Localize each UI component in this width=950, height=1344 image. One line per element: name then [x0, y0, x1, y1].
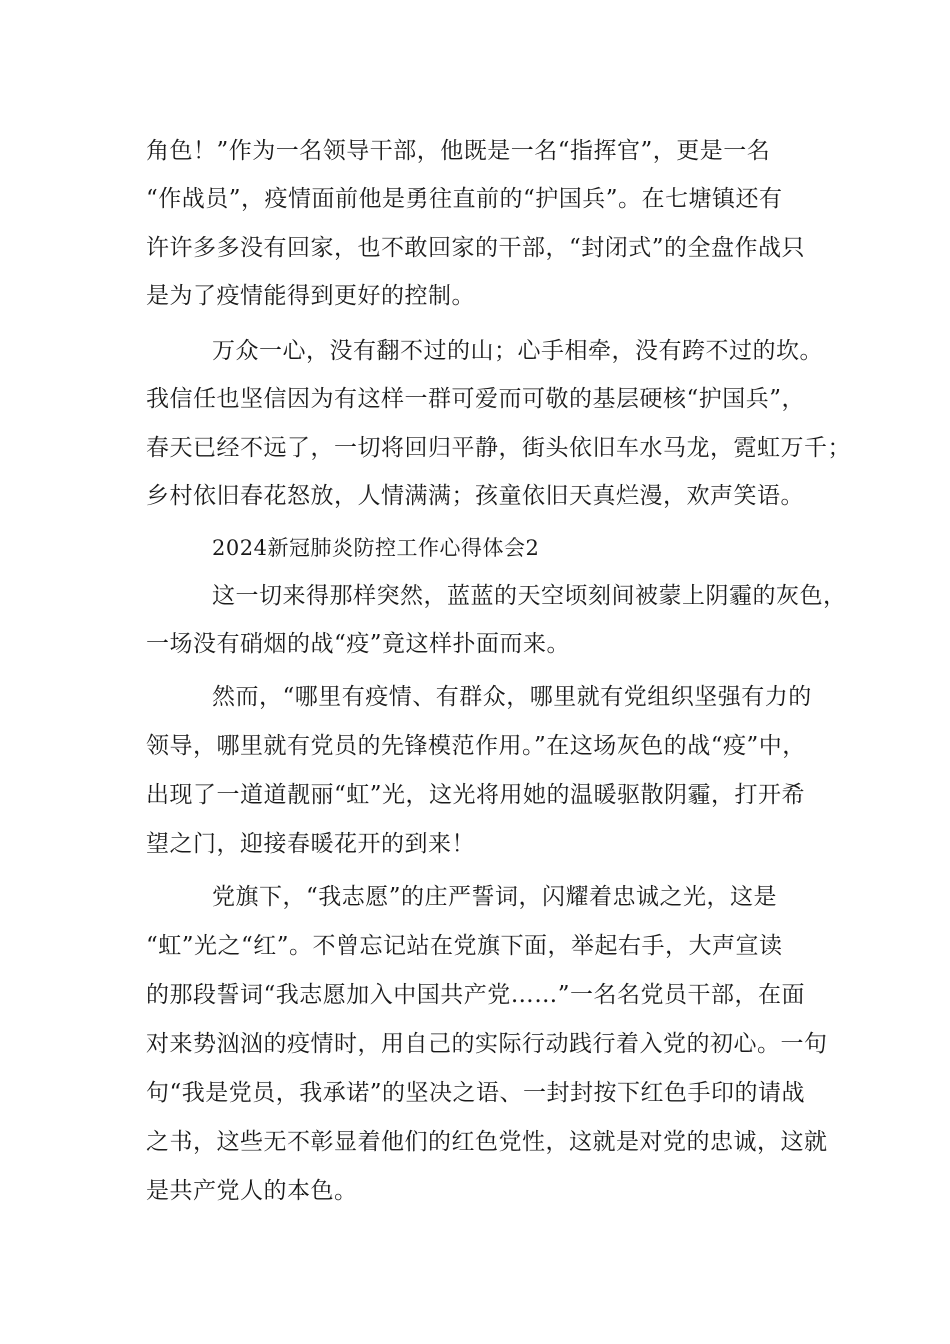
- paragraph-line: 出现了一道道靓丽“虹”光，这光将用她的温暖驱散阴霾，打开希: [146, 782, 806, 808]
- paragraph-line: 领导，哪里就有党员的先锋模范作用。”在这场灰色的战“疫”中，: [146, 733, 806, 759]
- paragraph-line: 之书，这些无不彰显着他们的红色党性，这就是对党的忠诚，这就: [146, 1129, 828, 1155]
- paragraph-line: 我信任也坚信因为有这样一群可爱而可敬的基层硬核“护国兵”，: [146, 386, 806, 412]
- paragraph-line: 乡村依旧春花怒放，人情满满；孩童依旧天真烂漫，欢声笑语。: [146, 483, 804, 509]
- paragraph-line: 对来势汹汹的疫情时，用自己的实际行动践行着入党的初心。一句: [146, 1031, 828, 1057]
- paragraph-line: 一场没有硝烟的战“疫”竟这样扑面而来。: [146, 631, 571, 657]
- paragraph-line: 党旗下，“我志愿”的庄严誓词，闪耀着忠诚之光，这是: [212, 884, 778, 910]
- paragraph-line: 是共产党人的本色。: [146, 1178, 358, 1204]
- paragraph-line: 这一切来得那样突然，蓝蓝的天空顷刻间被蒙上阴霾的灰色，: [212, 583, 847, 609]
- paragraph-line: 春天已经不远了，一切将回归平静，街头依旧车水马龙，霓虹万千；: [146, 435, 851, 461]
- paragraph-line: 是为了疫情能得到更好的控制。: [146, 283, 475, 309]
- paragraph-line: 的那段誓词“我志愿加入中国共产党……”一名名党员干部，在面: [146, 982, 806, 1008]
- paragraph-line: 然而，“哪里有疫情、有群众，哪里就有党组织坚强有力的: [212, 684, 812, 710]
- section-heading: 2024新冠肺炎防控工作心得体会2: [212, 536, 540, 560]
- paragraph-line: 角色！”作为一名领导干部，他既是一名“指挥官”，更是一名: [146, 138, 771, 164]
- paragraph-line: 句“我是党员，我承诺”的坚决之语、一封封按下红色手印的请战: [146, 1080, 806, 1106]
- paragraph-line: 望之门，迎接春暖花开的到来！: [146, 831, 475, 857]
- paragraph-line: 万众一心，没有翻不过的山；心手相牵，没有跨不过的坎。: [212, 338, 823, 364]
- paragraph-line: “虹”光之“红”。不曾忘记站在党旗下面，举起右手，大声宣读: [146, 933, 783, 959]
- paragraph-line: “作战员”，疫情面前他是勇往直前的“护国兵”。在七塘镇还有: [146, 186, 783, 212]
- paragraph-line: 许许多多没有回家，也不敢回家的干部，“封闭式”的全盘作战只: [146, 235, 806, 261]
